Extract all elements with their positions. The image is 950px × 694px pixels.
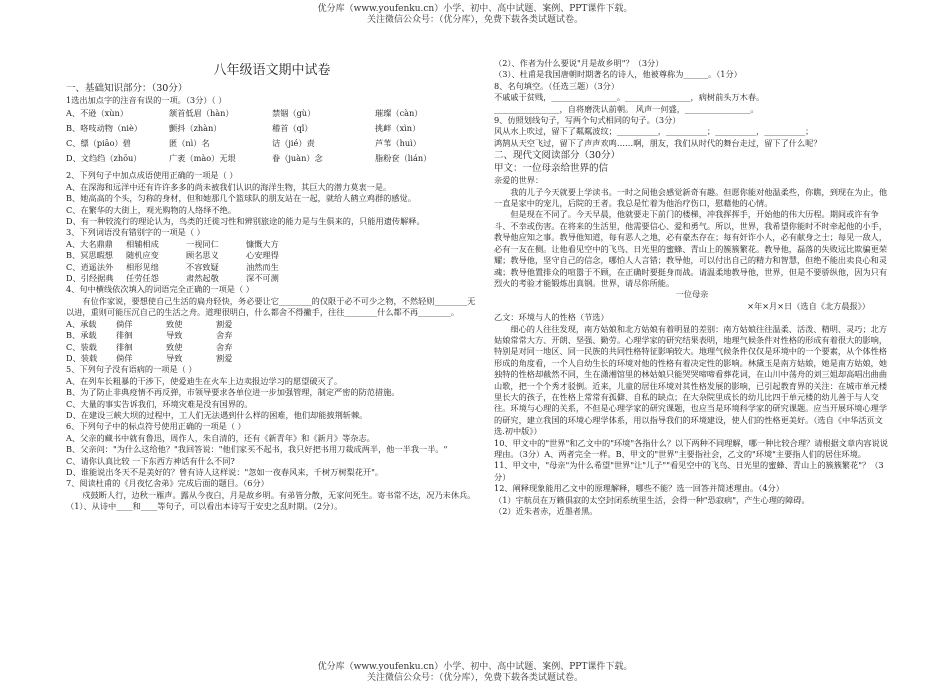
q5-option-a: A、在列车长粗暴的干涉下，使爱迪生在火车上边卖报边学习的愿望破灭了。 bbox=[66, 375, 343, 386]
letter-date-source: ×年×月×日（选自《北方晨报》） bbox=[747, 300, 870, 311]
q3-option-c: C、逍遥法外 相形见绌 不容致疑 油然而生 bbox=[66, 261, 279, 272]
q1-options bbox=[66, 106, 478, 166]
footer-line-1: 优分库（www.youfenku.cn）小学、初中、高中试题、案例、PPT课件下载。 bbox=[317, 662, 633, 672]
q7-subquestion-2: （2）、作者为什么要说"月是故乡明"？（3分） bbox=[494, 58, 664, 68]
q2-option-c: C、在繁华的大街上，观光购物的人络绎不绝。 bbox=[66, 204, 237, 215]
q6-option-b: B、父亲问："为什么这给他？"我回答说："他们家买不起书，我只好把书用刀裁成两半，他一半我一半。" bbox=[66, 444, 448, 455]
question-10: 10、甲文中的"世界"和乙文中的"环境"各指什么？以下两种不同理解，哪一种比较合理？请根据文章内容说说理由。（3分）A、两者完全一样。B、甲文的"世界"主要指社会，乙文的"环境"主要指人们的居住环境。 bbox=[494, 437, 888, 459]
q3-options bbox=[66, 239, 478, 285]
q7-subquestion-1: （1）、从诗中____和____等句子，可以看出本诗写于安史之乱时期。（2分）。 bbox=[66, 501, 343, 512]
q9-line-1: 风从水上吹过，留下了粼粼波纹；__________，__________；__________，__________； bbox=[494, 126, 814, 137]
question-1: 1选出加点字的注音有误的一项。（3分）（ ） bbox=[66, 95, 227, 105]
q1-option-b: B、咯吱动物（niè） 颤抖（zhàn） 稽首（qǐ） 挑衅（xìn） bbox=[66, 123, 421, 134]
q2-option-d: D、有一种较流行的理论认为，鸟类的迁徙习性和辨别旅途的能力是与生俱来的，只能用遗传解释。 bbox=[66, 216, 425, 227]
question-4: 4、句中横线依次填入的词语完全正确的一项是（ ） bbox=[66, 284, 254, 295]
question-3: 3、下列词语没有错别字的一项是（ ） bbox=[66, 227, 205, 238]
q5-option-b: B、为了防止非典疫情不再反弹，市领导要求各单位进一步加强管理，制定严密的防范措施。 bbox=[66, 387, 400, 398]
passage-yi-para: 细心的人往往发现，南方姑娘和北方姑娘有着明显的差别：南方姑娘往往温柔、活泼、精明、灵巧；北方姑娘常常大方、开朗、坚强、勤劳。心理学家的研究结果表明，地理气候条件对性格的形成有着很大的影响，特别是对同一地区、同一民族的共同性格特征影响较大。地理气候条件仅仅是环境中的一个要素，从个体性格形成的角度看，一个人自幼生长的环境对他的性格有着决定性的影响。林黛玉是南方姑娘，她是南方姑娘，她独特的性格却截然不同，生在潇湘馆里的林姑娘只能哭哭啼啼看葬花词，在山川中荡舟的刘三姐却高唱出曲曲山歌，把一个个秀才驳倒。近来，儿童的居住环境对其性格发展的影响，已引起教育界的关注：在城市单元楼里长大的孩子，在性格上常常有孤僻、自私的缺点；在大杂院里成长的幼儿比四于单元楼的幼儿善于与人交往。环境与心理的关系，不但是心理学家的研究课题，也应当是环境科学家的研究课题。应当开展环境心理学的研究，建立我国的环境心理学体系，用以指导我们的环境建设，使人们的性格更美好。（选自《中华活页文选.初中版》） bbox=[494, 323, 888, 437]
q8-line-1: 不戚戚于贫贱，________________。________________，病树前头万木春。 bbox=[494, 92, 765, 103]
letter-signature: 一位母亲 bbox=[675, 289, 709, 300]
letter-greeting: 亲爱的世界： bbox=[494, 175, 544, 186]
q7-subquestion-3: （3）、杜甫是我国唐朝时期著名的诗人，他被尊称为______。（1分） bbox=[494, 69, 742, 80]
q4-passage: 有位作家说，要想使自己生活的扁舟轻快，务必要让它________的仅限于必不可少之物，不然轻则________无以进，重则可能压沉自己的生活之舟。道理很明白，什么都舍不得撇手，往往________什么都不再________。 bbox=[66, 295, 476, 318]
question-9: 9、仿照划线句子，写两个句式相同的句子。（3分） bbox=[494, 115, 681, 126]
q12-item-2: （2）近朱者赤，近墨者黑。 bbox=[494, 506, 598, 517]
q3-option-a: A、大名鼎鼎 相辅相成 一视同仁 慷慨大方 bbox=[66, 238, 279, 249]
passage-jia-para-1: 我的儿子今天就要上学读书。一时之间他会感觉新奇有趣。但愿你能对他温柔些，你瞧，到现在为止，他一直是家中的宠儿，后院的王者。我总是忙着为他治疗伤口，慰藉他的心情。 bbox=[494, 186, 888, 209]
q6-option-c: C、请你认真比较 一下东西方神话有什么不同? bbox=[66, 455, 235, 466]
question-12: 12、阐释现象能用乙文中的原理解释，哪些不能？选一回答并简述理由。（4分） bbox=[494, 483, 784, 494]
footer-line-2: 关注微信公众号：（优分库），免费下载各类试题试卷。 bbox=[366, 673, 583, 683]
q9-line-2: 鸿鹄从天空飞过，留下了声声欢鸣……啊，朋友，我们从时代的舞台走过，留下了什么呢？ bbox=[494, 137, 822, 148]
passage-yi-title: 乙文：环境与人的性格（节选） bbox=[494, 312, 609, 323]
q2-option-a: A、在深海和远洋中还有许许多多的尚未被我们认识的海洋生物，其巨大的潜力莫衷一是。 bbox=[66, 181, 392, 192]
q1-option-c: C、缥（piāo）碧 匿（nì）名 诘（jié）责 芦苇（huì） bbox=[66, 138, 421, 149]
question-8: 8、名句填空。（任选三题）（3分） bbox=[494, 80, 620, 91]
section-1-heading: 一、基础知识部分：（30分） bbox=[66, 83, 188, 94]
exam-title: 八年级语文期中试卷 bbox=[213, 63, 331, 78]
question-2: 2、下列句子中加点成语使用正确的一项是（ ） bbox=[66, 170, 238, 181]
page-footer bbox=[0, 662, 950, 684]
header-line-2: 关注微信公众号：（优分库），免费下载各类试题试卷。 bbox=[366, 15, 583, 25]
q1-option-a: A、不逊（xùn） 颔首低眉（hàn） 禁锢（gù） 璀璨（càn） bbox=[66, 108, 423, 119]
left-column bbox=[66, 60, 478, 513]
passage-jia-para-2: 但是现在不同了。今天早晨，他就要走下前门的楼梯，冲我挥挥手，开始他的伟大历程。期间或许有争斗、不幸或伤害。在将来的生活里，他需要信心、爱和勇气。所以，世界，我希望你能时不时牵起他的小手，教导他应知之事。教导他知道，每有恶人之地，必有豪杰存在；每有奸诈小人，必有献身之士；每见一敌人，必有一友在侧。让他看见空中的飞鸟、日光里的蜜蜂、青山上的簇簇繁花。教导他，磊落的失败远比欺骗更荣耀；教导他，坚守自己的信念，哪怕人人言错；教导他，可以付出自己的精力和智慧，但绝不能出卖良心和灵魂；教导他置排众的喧嚣于不顾，在正确时要挺身而战。请温柔地教导他，世界，但是不要骄纵他，因为只有烈火的考验才能锻炼出真钢。世界，请尽你所能。 bbox=[494, 209, 888, 288]
q5-option-d: D、在建设三峡大坝的过程中，工人们无法遇到什么样的困难，他们却能披荆斩棘。 bbox=[66, 409, 368, 420]
q12-item-1: （1）宇航员在万籁俱寂的太空封闭系统里生活，会得一种"恐寂病"，产生心理的障碍。 bbox=[494, 494, 810, 505]
q4-option-b: B、承载 徘徊 导致 舍弃 bbox=[66, 330, 233, 341]
header-line-1: 优分库（www.youfenku.cn）小学、初中、高中试题、案例、PPT课件下载。 bbox=[317, 4, 633, 14]
question-7: 7、阅读杜甫的《月夜忆舍弟》完成后面的题目。（6分） bbox=[66, 478, 269, 489]
q7-poem: 戍鼓断人行，边秋一雁声。露从今夜白，月是故乡明。有弟皆分散，无家问死生。寄书常不达，况乃未休兵。 bbox=[82, 489, 476, 500]
q3-option-b: B、冥思暇想 随机应变 顾名思义 心安理得 bbox=[66, 250, 279, 261]
section-2-heading: 二、现代文阅读部分（30分） bbox=[494, 150, 621, 162]
q4-option-d: D、装载 倘佯 导致 割爱 bbox=[66, 352, 233, 363]
q2-option-b: B、她高高的个头，匀称的身材，但和她那几个篮球队的朋友站在一起，就给人鹤立鸡群的感觉。 bbox=[66, 193, 416, 204]
question-5: 5、下列句子没有语病的一项是（ ） bbox=[66, 364, 197, 375]
q3-option-d: D、引经据典 任劳任怨 肃然起敬 深不可测 bbox=[66, 273, 279, 284]
passage-jia-title: 甲文：一位母亲给世界的信 bbox=[494, 163, 609, 175]
q5-option-c: C、大量的事实告诉我们，环境灾难是没有国界的。 bbox=[66, 398, 253, 409]
question-6: 6、下列句子中的标点符号使用正确的一项是（ ） bbox=[66, 421, 246, 432]
q1-option-d: D、文绉绉（zhōu） 广袤（mào）无垠 眷（juàn）念 脂粉奁（lián） bbox=[66, 153, 432, 164]
q6-option-a: A、父亲的藏书中就有鲁迅，周作人，朱自清的，还有《新青年》和《新月》等杂志。 bbox=[66, 432, 375, 443]
q4-option-c: C、装载 徘徊 致使 舍弃 bbox=[66, 341, 233, 352]
q4-option-a: A、承载 倘佯 致使 割爱 bbox=[66, 318, 233, 329]
page-header bbox=[0, 4, 950, 26]
right-column bbox=[494, 58, 890, 517]
q4-options bbox=[66, 319, 478, 365]
q6-option-d: D、谁能说出冬天不是美好的？曾有诗人这样说："忽如一夜春风来，千树万树梨花开"。 bbox=[66, 466, 384, 477]
q8-line-2: ________________，自将磨洗认前朝。 风声一何盛，________________。 bbox=[494, 103, 759, 114]
question-11: 11、甲文中，"母亲"为什么希望"世界"让"儿子""看见空中的飞鸟、日光里的蜜蜂、青山上的簇簇繁花"？（3分） bbox=[494, 460, 884, 482]
